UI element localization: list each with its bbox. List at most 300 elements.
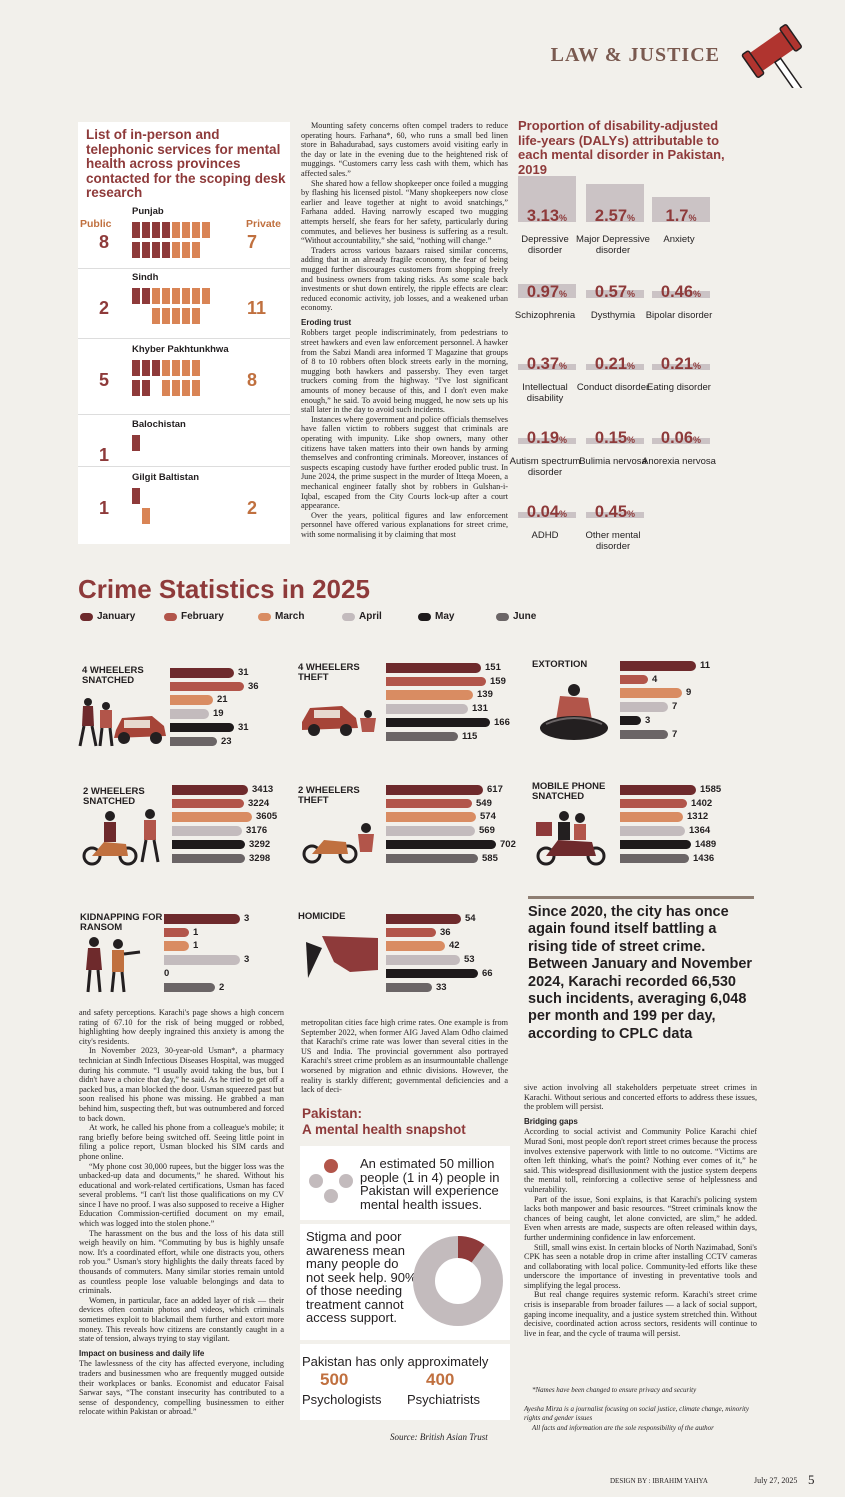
daly-title: Proportion of disability-adjusted life-years (DALYs) attributable to each mental disorder in Pakistan, 2019 [518, 118, 725, 177]
legend-item-april [342, 611, 382, 622]
crime-bar-value: 617 [487, 784, 503, 795]
daly-label: Depressive disorder [521, 234, 569, 256]
psychologists-label: Psychologists [302, 1392, 382, 1407]
legend-swatch [342, 613, 355, 621]
kidnapping-illustration [80, 934, 160, 994]
private-service-marker [172, 360, 180, 376]
public-service-marker [162, 222, 170, 238]
snapshot-box3-title: Pakistan has only approximately [302, 1354, 489, 1369]
paragraph: At work, he called his phone from a colleague's mobile; it rang briefly before being switched off. Seeing little point in filing a police report, Usman blocked his SIM cards and phone online. [79, 1123, 284, 1161]
crime-bar [386, 854, 478, 864]
daly-number: 0.19 [526, 429, 560, 447]
daly-value [652, 207, 710, 226]
crime-bar [170, 682, 244, 692]
public-label: Public [80, 218, 112, 230]
crime-bar-value: 2 [219, 981, 225, 993]
crime-category-label: 2 WHEELERS THEFT [298, 785, 360, 806]
public-service-marker [142, 242, 150, 258]
daly-number: 2.57 [594, 207, 628, 225]
daly-value [586, 503, 644, 522]
crime-bar [620, 702, 668, 712]
daly-label: Anxiety [663, 234, 695, 245]
crime-bar [620, 799, 687, 809]
crime-bar-value: 1312 [687, 811, 709, 823]
private-service-marker [182, 222, 190, 238]
private-service-marker [182, 360, 190, 376]
daly-number: 0.04 [526, 503, 560, 521]
public-service-marker [152, 242, 160, 258]
public-service-marker [152, 360, 160, 376]
daly-number: 0.97 [526, 283, 560, 301]
crime-bar [386, 799, 472, 809]
province-name: Khyber Pakhtunkhwa [132, 344, 229, 355]
crime-bar-value: 36 [248, 680, 259, 692]
paragraph: Part of the issue, Soni explains, is that Karachi's policing system lacks both manpower and basic resources. “Street criminals know the chances of being caught, let alone convicted, are slim,” he added. Even when arrests are made, suspects are often released within days, further undermining confidence in law enforcement. [524, 1194, 757, 1242]
crime-bar [172, 854, 245, 864]
private-service-marker [172, 222, 180, 238]
crime-bar [172, 785, 248, 795]
crime-bar-value: 31 [238, 667, 249, 678]
snapshot-title-line1: Pakistan: [302, 1106, 363, 1121]
daly-label: Dysthymia [590, 310, 636, 321]
article-column-1 [79, 1008, 284, 1417]
private-service-marker [192, 360, 200, 376]
daly-number: 0.57 [594, 283, 628, 301]
crime-category-label: 4 WHEELERS SNATCHED [82, 665, 144, 686]
public-count: 5 [99, 370, 110, 390]
snapshot-source: Source: British Asian Trust [390, 1432, 488, 1442]
private-service-marker [172, 242, 180, 258]
daly-label: Anorexia nervosa [642, 456, 716, 467]
crime-bar-value: 19 [213, 708, 224, 720]
legend-label: April [359, 611, 382, 622]
private-service-marker [172, 308, 180, 324]
daly-value [652, 283, 710, 302]
crime-bar-value: 54 [465, 913, 476, 924]
daly-value [518, 207, 576, 226]
paragraph: Traders across various bazaars raised similar concerns, adding that in an already fragile economy, the fear of being mugged further discourages customers from shopping freely and business owners from taking risks. As some scale back investments or shut down entirely, the ripple effects are clear: reduced economic activity, job losses, and a weakened urban economy. [301, 245, 508, 313]
snapshot-title-line2: A mental health snapshot [302, 1121, 466, 1137]
crime-category-label: EXTORTION [532, 659, 588, 670]
crime-bar-value: 585 [482, 852, 498, 864]
crime-bar [386, 718, 490, 728]
daly-number: 3.13 [526, 207, 560, 225]
crime-bar [386, 732, 458, 742]
private-count: 2 [247, 498, 258, 518]
daly-number: 1.7 [665, 207, 689, 225]
crime-bar [172, 812, 252, 822]
crime-bar-value: 31 [238, 721, 249, 733]
public-service-marker [142, 380, 150, 396]
daly-percent: % [627, 361, 636, 371]
crime-category-label: KIDNAPPING FOR RANSOM [80, 912, 163, 933]
crime-bar [170, 668, 234, 678]
province-name: Sindh [132, 272, 159, 283]
crime-bar-value: 1489 [695, 838, 717, 850]
snapshot-stat-1: An estimated 50 million people (1 in 4) people in Pakistan will experience mental health issues. [360, 1156, 500, 1212]
province-name: Gilgit Baltistan [132, 472, 200, 483]
crime-bar-value: 3 [244, 913, 250, 924]
paragraph: She shared how a fellow shopkeeper once foiled a mugging by flashing his licensed pistol. “Many shopkeepers now close earlier and leave together at night to avoid snatchings,” Farhana added. Having narrowly escaped two mugging attempts herself, she fears for her safety, particularly during commutes, and believes her business is suffering as a result. “Without accountability,” she said, “nothing will change.” [301, 178, 508, 246]
crime-bar [386, 969, 478, 979]
crime-bar-value: 3 [645, 714, 651, 726]
daly-number: 0.45 [594, 503, 628, 521]
daly-label: Bipolar disorder [645, 310, 713, 321]
daly-percent: % [559, 213, 568, 223]
snapshot-title [302, 1106, 466, 1137]
crime-category-label: HOMICIDE [298, 911, 346, 922]
public-service-marker [132, 288, 140, 304]
psychiatrists-count: 400 [426, 1370, 455, 1389]
psychiatrists-label: Psychiatrists [407, 1392, 480, 1407]
paragraph: Over the years, political figures and law enforcement personnel have offered various explanations for street crime, with some normalising it by claiming that most [301, 510, 508, 539]
crime-bar-value: 3298 [249, 852, 271, 864]
public-service-marker [142, 288, 150, 304]
article-column-2 [301, 121, 508, 540]
crime-bar-value: 1364 [689, 825, 711, 837]
pull-quote: Since 2020, the city has once again found itself battling a rising tide of street crime. Between January and November 2024, Karachi recorded 66,530 such incidents, averaging 6,048 per month and 199 per day, according to CPLC data [528, 904, 753, 1042]
crime-bar-value: 3224 [248, 797, 270, 809]
crime-bar-value: 23 [221, 735, 232, 747]
crime-bar [172, 840, 245, 850]
daly-percent: % [559, 289, 568, 299]
legend-item-march [258, 611, 304, 622]
article-column-3 [524, 1083, 757, 1338]
crime-bar-value: 115 [462, 730, 478, 742]
crime-bar-value: 3413 [252, 784, 274, 795]
public-service-marker [132, 380, 140, 396]
public-count: 1 [99, 498, 110, 518]
private-service-marker [162, 380, 170, 396]
province-divider [78, 268, 290, 269]
public-count: 8 [99, 232, 110, 252]
paragraph: and safety perceptions. Karachi's page shows a high concern rating of 67.10 for the risk of being mugged or robbed, highlighting how deeply ingrained this anxiety is among the city's residents. [79, 1008, 284, 1046]
daly-value [652, 429, 710, 448]
public-service-marker [142, 360, 150, 376]
legend-label: February [181, 611, 224, 622]
paragraph: Robbers target people indiscriminately, from pedestrians to street hawkers and even law enforcement personnel. A hawker from the Sabzi Mandi area informed T Magazine that groups of 8 to 10 robbers often block streets early in the morning, mugging both hawkers and passersby. They even target truckers coming from the highway. “I've lost significant amounts of money because of this, and I don't even make enough,” he said. To avoid being mugged, he now sets up his stall later in the day to avoid such incidents. [301, 328, 508, 415]
crime-bar [386, 663, 481, 673]
crime-bar [164, 941, 189, 951]
crime-bar [164, 983, 215, 993]
daly-label: Major Depressive disorder [576, 234, 650, 256]
daly-number: 0.15 [594, 429, 628, 447]
daly-label: Autism spectrum disorder [509, 456, 581, 478]
crime-bar [620, 661, 696, 671]
crime-bar-value: 42 [449, 940, 460, 952]
legend-label: May [435, 611, 455, 622]
crime-bar [620, 812, 683, 822]
daly-number: 0.06 [660, 429, 694, 447]
crime-bar-value: 166 [494, 716, 510, 728]
subheading: Bridging gaps [524, 1116, 578, 1126]
crime-bar-value: 1 [193, 940, 199, 952]
daly-value [652, 355, 710, 374]
donut-label [440, 1271, 468, 1291]
daly-number: 0.21 [594, 355, 628, 373]
daly-value [518, 283, 576, 302]
car-theft-illustration [300, 694, 380, 740]
daly-number: 0.21 [660, 355, 694, 373]
crime-bar [386, 941, 445, 951]
paragraph: “My phone cost 30,000 rupees, but the bigger loss was the unbacked-up data and documents,” he shared. Without his educational and work-related certifications, Usman has faced several problems. “I can't list those qualifications on my CV since I have no proof. I was also supposed to receive a Higher Education Commission-certified document on my email, which was logged into the stolen phone.” [79, 1161, 284, 1229]
crime-bar [386, 704, 468, 714]
legend-label: January [97, 611, 136, 622]
crime-bar-value: 139 [477, 689, 493, 701]
crime-bar-value: 151 [485, 662, 501, 673]
crime-bar-value: 1402 [691, 797, 713, 809]
crime-bar [170, 737, 217, 747]
private-service-marker [192, 242, 200, 258]
legend-swatch [258, 613, 271, 621]
daly-value [518, 503, 576, 522]
daly-label: Intellectual disability [522, 382, 568, 404]
daly-percent: % [693, 361, 702, 371]
daly-label: Other mental disorder [585, 530, 641, 552]
public-service-marker [132, 488, 140, 504]
private-service-marker [162, 288, 170, 304]
crime-bar [620, 716, 641, 726]
legend-item-january [80, 611, 135, 622]
crime-category-label: 2 WHEELERS SNATCHED [83, 786, 145, 807]
crime-category-label: MOBILE PHONE SNATCHED [532, 781, 606, 802]
crime-bar-value: 53 [464, 954, 475, 966]
public-service-marker [132, 360, 140, 376]
legend-item-february [164, 611, 224, 622]
paragraph: The harassment on the bus and the loss of his data still weigh heavily on him. “Commuting by bus is highly unsafe now. It's a coordinated effort, while one distracts you, others rob you.” Usman's story highlights the daily threats faced by thousands of commuters. Many similar stories remain untold as countless people lose valuable belongings and data to criminals. [79, 1228, 284, 1296]
crime-bar [386, 690, 473, 700]
daly-label: Bulimia nervosa [579, 456, 647, 467]
issue-date: July 27, 2025 [754, 1476, 798, 1485]
crime-bar [620, 675, 648, 685]
legend-item-may [418, 611, 454, 622]
designer-credit: DESIGN BY : IBRAHIM YAHYA [610, 1477, 708, 1485]
donut-value: 90 [440, 1271, 459, 1290]
crime-bar-value: 569 [479, 825, 495, 837]
crime-bar-value: 3176 [246, 825, 268, 837]
crime-bar-value: 131 [472, 703, 488, 715]
private-service-marker [202, 288, 210, 304]
crime-bar [386, 785, 483, 795]
paragraph: According to social activist and Community Police Karachi chief Murad Soni, most people don't report street crimes because the process involves extensive paperwork with little to no outcome. “Victims are often left thinking, what's the point? Nothing ever comes of it,” he said. This widespread disillusionment with the justice system deepens the mental toll, reinforcing a collective sense of helplessness and vulnerability. [524, 1127, 757, 1194]
crime-bar-value: 36 [440, 926, 451, 938]
crime-bar-value: 11 [700, 660, 711, 671]
names-note: *Names have been changed to ensure privacy and security [532, 1386, 697, 1394]
paragraph: sive action involving all stakeholders perpetuate street crimes in Karachi. Without serious and concerted efforts to address these issues, the problem will persist. [524, 1083, 757, 1112]
private-service-marker [182, 288, 190, 304]
psychologists-count: 500 [320, 1370, 349, 1389]
paragraph: Women, in particular, face an added layer of risk — their devices often contain photos and videos, which criminals sometimes exploit to blackmail them further and extort more money. This reveals how citizens are constantly caught in a state of tension, always trying to stay vigilant. [79, 1295, 284, 1344]
crime-bar-value: 1436 [693, 852, 715, 864]
crime-bar [386, 928, 436, 938]
public-service-marker [152, 222, 160, 238]
legend-swatch [164, 613, 177, 621]
donut-pct: % [458, 1278, 468, 1289]
private-count: 7 [247, 232, 258, 252]
crime-bar [620, 826, 685, 836]
author-bio: Ayesha Mirza is a journalist focusing on social justice, climate change, minority rights and gender issues [524, 1405, 749, 1422]
private-service-marker [162, 308, 170, 324]
private-count: 11 [247, 298, 267, 318]
crime-bar [386, 840, 496, 850]
province-name: Balochistan [132, 419, 186, 430]
section-title: LAW & JUSTICE [550, 44, 720, 66]
crime-bar [386, 826, 475, 836]
paragraph: The lawlessness of the city has affected everyone, including traders and businessmen who are frequently mugged outside their workplaces or banks. Economist and educator Faisal Sarwar says, “The constant insecurity has contributed to a sense of despondency, compelling businessmen to either relocate within Pakistan or abroad.” [79, 1359, 284, 1417]
private-service-marker [162, 360, 170, 376]
crime-bar-value: 9 [686, 687, 692, 699]
legend-label: March [275, 611, 305, 622]
crime-bar-value: 7 [672, 728, 678, 740]
crime-bar-value: 4 [652, 673, 658, 685]
daly-percent: % [688, 213, 697, 223]
public-count: 1 [99, 445, 110, 465]
crime-bar [620, 785, 696, 795]
public-count: 2 [99, 298, 110, 318]
pull-quote-rule [528, 896, 754, 899]
daly-value [518, 429, 576, 448]
crime-bar-value: 3 [244, 954, 250, 966]
crime-bar-value: 66 [482, 967, 493, 979]
crime-bar-value: 1585 [700, 784, 722, 795]
crime-bar [164, 955, 240, 965]
daly-value [518, 355, 576, 374]
extortion-illustration [530, 682, 616, 744]
homicide-illustration [300, 932, 380, 982]
subheading: Impact on business and daily life [79, 1348, 205, 1358]
private-count: 8 [247, 370, 258, 390]
crime-bar [170, 723, 234, 733]
gavel-icon [738, 18, 828, 88]
crime-bar [386, 677, 486, 687]
private-service-marker [152, 308, 160, 324]
crime-bar-value: 549 [476, 797, 492, 809]
crime-bar-value: 574 [480, 811, 496, 823]
crime-bar [386, 983, 432, 993]
private-service-marker [182, 380, 190, 396]
private-service-marker [182, 242, 190, 258]
crime-bar [620, 688, 682, 698]
daly-value [586, 207, 644, 226]
crime-bar-value: 0 [164, 967, 170, 979]
province-name: Punjab [132, 206, 164, 217]
bike-snatching-illustration [80, 806, 166, 866]
daly-label: ADHD [531, 530, 559, 541]
private-service-marker [182, 308, 190, 324]
crime-bar-value: 3605 [256, 811, 278, 823]
private-service-marker [192, 380, 200, 396]
crime-bar-value: 3292 [249, 838, 271, 850]
public-service-marker [132, 222, 140, 238]
daly-percent: % [693, 435, 702, 445]
paragraph: But real change requires systemic reform. Karachi's street crime crisis is inseparable from broader failures — a lack of social support, gaping income inequality, and a justice system stretched thin. Without decisive, coordinated action across sectors, residents will continue to live in fear, and the cycle of trauma will persist. [524, 1290, 757, 1338]
legend-swatch [496, 613, 509, 621]
car-snatching-illustration [78, 692, 170, 748]
public-service-marker [132, 242, 140, 258]
legend-label: June [513, 611, 537, 622]
province-divider [78, 414, 290, 415]
private-label: Private [246, 218, 282, 230]
private-service-marker [192, 222, 200, 238]
paragraph: In November 2023, 30-year-old Usman*, a pharmacy technician at Sindh Infectious Diseases Hospital, was mugged during his commute. “I usually avoid taking the bus, but I didn't have a choice that day,” he said. As he tried to get off a packed bus, a man blocked the door. Usman squeezed past but soon realised his phone was missing. He grabbed a man behind him, suspecting theft, but was outnumbered and forced to back down. [79, 1046, 284, 1123]
crime-bar [164, 928, 189, 938]
phone-snatching-illustration [534, 808, 610, 866]
province-divider [78, 338, 290, 339]
paragraph: Mounting safety concerns often compel traders to reduce operating hours. Farhana*, 60, who runs a small bed linen store in Bahadurabad, says customers avoid visiting early in the day or late in the evening due to the heightened risk of muggings. “Customers carry less cash with them, which has affected sales.” [301, 121, 508, 178]
disclaimer: All facts and information are the sole responsibility of the author [532, 1424, 714, 1432]
crime-bar [620, 854, 689, 864]
public-service-marker [142, 222, 150, 238]
crime-category-label: 4 WHEELERS THEFT [298, 662, 360, 683]
daly-value [586, 429, 644, 448]
crime-bar-value: 159 [490, 675, 506, 687]
private-service-marker [152, 288, 160, 304]
page-number: 5 [808, 1472, 815, 1487]
subheading: Eroding trust [301, 317, 352, 327]
daly-number: 0.37 [526, 355, 560, 373]
paragraph: Still, small wins exist. In certain blocks of North Nazimabad, Soni's CPK has seen a notable drop in crime after installing CCTV cameras and collaborating with local police. Community-led efforts like these underscore the importance of investing in preventative tools and simplifying the legal process. [524, 1242, 757, 1290]
crime-bar-value: 7 [672, 701, 678, 713]
paragraph: Instances where government and police officials themselves have fallen victim to robbers suggest that criminals are operating with impunity. Like shop owners, many other citizens have taken matters into their own hands by arming themselves and confronting criminals. Moreover, instances of suspects escaping custody have further eroded public trust. In June 2024, the prime suspect in the murder of Itteqa Moeen, a mechanical engineer fatally shot by robbers in Gulshan-i-Iqbal, escaped from the City Courts lock-up after a court appearance. [301, 414, 508, 511]
private-service-marker [202, 222, 210, 238]
crime-bar [164, 914, 240, 924]
daly-label: Conduct disorder [576, 382, 650, 393]
crime-bar [170, 695, 213, 705]
daly-percent: % [559, 509, 568, 519]
crime-bar-value: 1 [193, 926, 199, 938]
crime-bar [386, 955, 460, 965]
daly-percent: % [559, 435, 568, 445]
crime-bar [386, 914, 461, 924]
bike-theft-illustration [300, 818, 380, 864]
private-service-marker [172, 380, 180, 396]
private-service-marker [192, 288, 200, 304]
crime-bar [386, 812, 476, 822]
province-divider [78, 466, 290, 467]
daly-number: 0.46 [660, 283, 694, 301]
private-service-marker [172, 288, 180, 304]
snapshot-stat-2: Stigma and poor awareness mean many people do not seek help. 90% of those needing treatment cannot access support. [306, 1229, 417, 1325]
crime-title: Crime Statistics in 2025 [78, 574, 370, 604]
legend-swatch [80, 613, 93, 621]
provinces-title: List of in-person and telephonic services for mental health across provinces contacted for the scoping desk research [86, 127, 286, 200]
crime-bar-value: 21 [217, 694, 228, 706]
legend-item-june [496, 611, 536, 622]
people-icon [308, 1158, 354, 1204]
crime-bar [172, 799, 244, 809]
public-service-marker [162, 242, 170, 258]
daly-value [586, 355, 644, 374]
crime-bar [172, 826, 242, 836]
daly-percent: % [627, 289, 636, 299]
crime-bar [620, 730, 668, 740]
crime-bar [170, 709, 209, 719]
daly-value [586, 283, 644, 302]
crime-bar-value: 702 [500, 838, 516, 850]
crime-bar [620, 840, 691, 850]
article-column-2b [301, 1018, 508, 1095]
daly-percent: % [693, 289, 702, 299]
daly-percent: % [627, 435, 636, 445]
daly-percent: % [559, 361, 568, 371]
daly-label: Eating disorder [647, 382, 711, 393]
daly-percent: % [627, 213, 636, 223]
daly-label: Schizophrenia [514, 310, 576, 321]
crime-bar-value: 33 [436, 981, 447, 993]
public-service-marker [132, 435, 140, 451]
private-service-marker [142, 508, 150, 524]
legend-swatch [418, 613, 431, 621]
